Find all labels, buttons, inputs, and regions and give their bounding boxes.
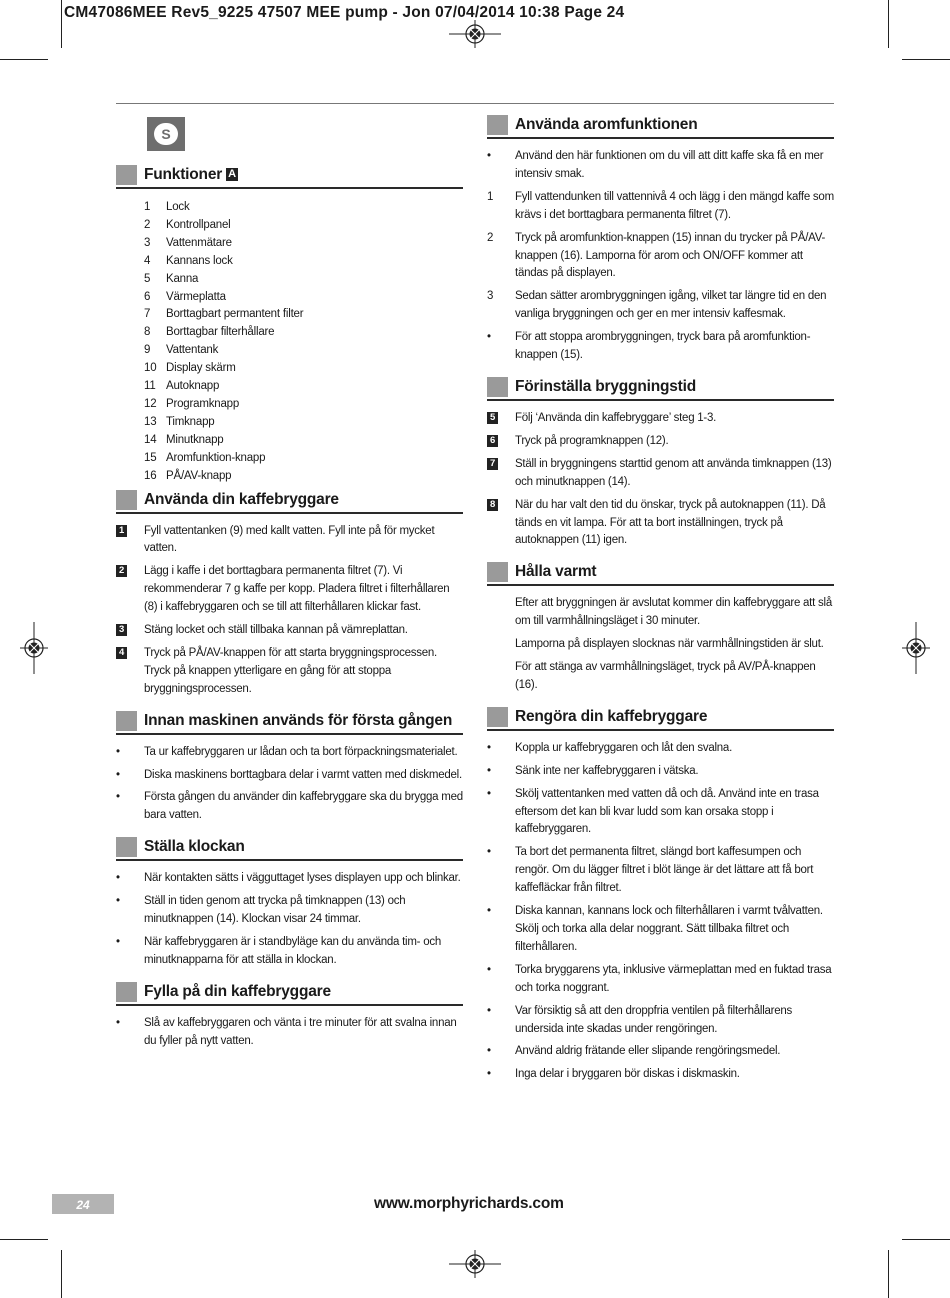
heading-marker <box>487 377 508 397</box>
crop-mark <box>0 1239 48 1240</box>
step-number-badge: 7 <box>487 458 498 470</box>
language-badge-label: S <box>154 123 178 145</box>
bullet-item: • Använd aldrig frätande eller slipande rengöringsmedel. <box>487 1045 781 1058</box>
registration-mark-icon <box>902 622 930 674</box>
list-item: 13 Timknapp <box>144 415 215 428</box>
step-number-badge: 5 <box>487 412 498 424</box>
list-item: 15 Aromfunktion-knapp <box>144 451 266 464</box>
registration-mark-icon <box>449 1250 501 1278</box>
paragraph: För att stänga av varmhållningsläget, tryck på AV/PÅ-knappen (16). <box>515 661 816 691</box>
section-forinstalla-heading <box>487 377 834 401</box>
list-item: • För att stoppa arombryggningen, tryck bara på aromfunktion-knappen (15). <box>487 331 811 362</box>
section-title: Använda din kaffebryggare <box>144 490 339 508</box>
list-item: 9 Vattentank <box>144 344 219 357</box>
list-item: 3 Sedan sätter arombryggningen igång, vilket tar längre tid en den vanliga bryggningen och ger en mer intensiv kaffesmak. <box>487 290 827 321</box>
step-item: 4 Tryck på PÅ/AV-knappen för att starta bryggningsprocessen. Tryck på knappen ytterligare en gång för att stoppa bryggningsprocessen. <box>116 645 463 699</box>
bullet-item: • Diska maskinens borttagbara delar i varmt vatten med diskmedel. <box>116 768 462 781</box>
header-rule <box>116 103 834 104</box>
list-item: 1 Lock <box>144 201 190 213</box>
crop-mark <box>888 1250 889 1298</box>
heading-marker <box>116 837 137 857</box>
bullet-item: • Ta ur kaffebryggaren ur lådan och ta bort förpackningsmaterialet. <box>116 745 458 758</box>
list-item: 10 Display skärm <box>144 362 236 375</box>
list-item: 6 Värmeplatta <box>144 290 226 303</box>
heading-marker <box>487 562 508 582</box>
heading-marker <box>116 711 137 731</box>
crop-mark <box>61 0 62 48</box>
section-halla-heading <box>487 562 834 586</box>
step-item: 3 Stäng locket och ställ tillbaka kannan på vämreplattan. <box>116 622 463 640</box>
list-item: 8 Borttagbar filterhållare <box>144 326 275 339</box>
section-title: Använda aromfunktionen <box>515 116 698 133</box>
bullet-item: • När kaffebryggaren är i standbyläge kan du använda tim- och minutknapparna för att ställa in klockan. <box>116 936 442 966</box>
bullet-item: • Var försiktig så att den droppfria ventilen på filterhållarens undersida inte skadas under rengöringen. <box>487 1004 793 1035</box>
language-badge <box>147 117 185 151</box>
print-slug: CM47086MEE Rev5_9225 47507 MEE pump - Jon 07/04/2014 10:38 Page 24 <box>64 4 625 21</box>
step-item: 5 Följ ‘Använda din kaffebryggare’ steg 1-3. <box>487 410 834 428</box>
bullet-item: • Inga delar i bryggaren bör diskas i diskmaskin. <box>487 1068 740 1081</box>
step-number-badge: 3 <box>116 624 127 636</box>
section-title: Fylla på din kaffebryggare <box>144 982 331 1000</box>
registration-mark-icon <box>449 20 501 48</box>
list-item: 3 Vattenmätare <box>144 236 232 249</box>
paragraph: Lamporna på displayen slocknas när varmhållningstiden är slut. <box>515 638 824 651</box>
bullet-item: • Ställ in tiden genom att trycka på timknappen (13) och minutknappen (14). Klockan visar 24 timmar. <box>116 895 406 926</box>
heading-marker <box>487 707 508 727</box>
section-arom-heading <box>487 115 834 139</box>
crop-mark <box>0 59 48 60</box>
list-item: 14 Minutknapp <box>144 433 224 446</box>
bullet-item: • Koppla ur kaffebryggaren och låt den svalna. <box>487 741 733 754</box>
step-item: 1 Fyll vattentanken (9) med kallt vatten. Fyll inte på för mycket vatten. <box>116 523 463 559</box>
crop-mark <box>902 59 950 60</box>
section-funktioner-heading <box>116 165 463 189</box>
list-item: • Använd den här funktionen om du vill att ditt kaffe ska få en mer intensiv smak. <box>487 150 824 180</box>
step-number-badge: 8 <box>487 499 498 511</box>
bullet-item: • Slå av kaffebryggaren och vänta i tre minuter för att svalna innan du fyller på nytt vatten. <box>116 1016 457 1047</box>
bullet-item: • Skölj vattentanken med vatten då och då. Använd inte en trasa eftersom det kan bli kvar ludd som kan orsaka stopp i kaffebryggaren. <box>487 787 819 836</box>
figure-ref-badge: A <box>228 168 236 180</box>
left-column <box>116 165 463 1051</box>
list-item: 7 Borttagbart permantent filter <box>144 308 304 321</box>
section-title: Funktioner <box>144 166 223 183</box>
feature-list <box>144 199 463 486</box>
list-item: 1 Fyll vattendunken till vattennivå 4 och lägg i den mängd kaffe som krävs i det borttagbara permanenta filtret (7). <box>487 190 834 221</box>
list-item: 11 Autoknapp <box>144 380 220 393</box>
paragraph: Efter att bryggningen är avslutat kommer din kaffebryggare att slå om till varmhållningsläget i 30 minuter. <box>515 597 832 628</box>
section-title: Förinställa bryggningstid <box>515 377 697 395</box>
registration-mark-icon <box>20 622 48 674</box>
step-item: 7 Ställ in bryggningens starttid genom att använda timknappen (13) och minutknappen (14). <box>487 456 834 492</box>
step-number-badge: 4 <box>116 647 127 659</box>
page-number: 24 <box>52 1194 114 1214</box>
heading-marker <box>116 490 137 510</box>
heading-marker <box>116 982 137 1002</box>
list-item: 16 PÅ/AV-knapp <box>144 469 232 482</box>
step-item: 8 När du har valt den tid du önskar, tryck på autoknappen (11). Då tänds en vit lampa. För att ta bort inställningen, tryck på autoknappen (11) igen. <box>487 497 834 551</box>
section-title: Ställa klockan <box>144 838 245 856</box>
heading-marker <box>116 165 137 185</box>
bullet-item: • När kontakten sätts i vägguttaget lyses displayen upp och blinkar. <box>116 872 461 885</box>
section-stalla-heading <box>116 837 463 861</box>
step-number-badge: 2 <box>116 565 127 577</box>
crop-mark <box>902 1239 950 1240</box>
crop-mark <box>61 1250 62 1298</box>
list-item: 5 Kanna <box>144 272 199 285</box>
section-title: Hålla varmt <box>515 563 597 581</box>
section-rengora-heading <box>487 707 834 731</box>
list-item: 12 Programknapp <box>144 397 240 410</box>
right-column <box>487 115 834 1084</box>
bullet-item: • Torka bryggarens yta, inklusive värmeplattan med en fuktad trasa och torka noggrant. <box>487 963 832 994</box>
bullet-item: • Sänk inte ner kaffebryggaren i vätska. <box>487 764 699 777</box>
section-fylla-heading <box>116 982 463 1006</box>
bullet-item: • Ta bort det permanenta filtret, slängd bort kaffesumpen och rengör. Om du lägger filtret i blöt länge är det lättare att få bort kaffefläckar från filtret. <box>487 846 814 895</box>
section-title: Rengöra din kaffebryggare <box>515 707 708 725</box>
section-anvanda-heading <box>116 490 463 514</box>
website-url: www.morphyrichards.com <box>374 1195 564 1212</box>
step-number-badge: 6 <box>487 435 498 447</box>
heading-marker <box>487 115 508 135</box>
crop-mark <box>888 0 889 48</box>
step-item: 6 Tryck på programknappen (12). <box>487 433 834 451</box>
list-item: 2 Kontrollpanel <box>144 218 231 231</box>
section-title: Innan maskinen används för första gången <box>144 711 453 729</box>
bullet-item: • Diska kannan, kannans lock och filterhållaren i varmt tvålvatten. Skölj och torka alla delar noggrant. Sätt tillbaka filtret och filterhållaren. <box>487 905 823 953</box>
bullet-item: • Första gången du använder din kaffebryggare ska du brygga med bara vatten. <box>116 791 463 822</box>
step-number-badge: 1 <box>116 525 127 537</box>
step-item: 2 Lägg i kaffe i det borttagbara permanenta filtret (7). Vi rekommenderar 7 g kaffe per kopp. Pladera filtret i filterhållaren (8) i kaffebryggaren och se till att filterhållaren klickar fast. <box>116 563 463 617</box>
section-innan-heading <box>116 711 463 735</box>
list-item: 2 Tryck på aromfunktion-knappen (15) innan du trycker på PÅ/AV-knappen (16). Lamporna för arom och ON/OFF kommer att tändas på displayen. <box>487 231 826 280</box>
list-item: 4 Kannans lock <box>144 254 233 267</box>
